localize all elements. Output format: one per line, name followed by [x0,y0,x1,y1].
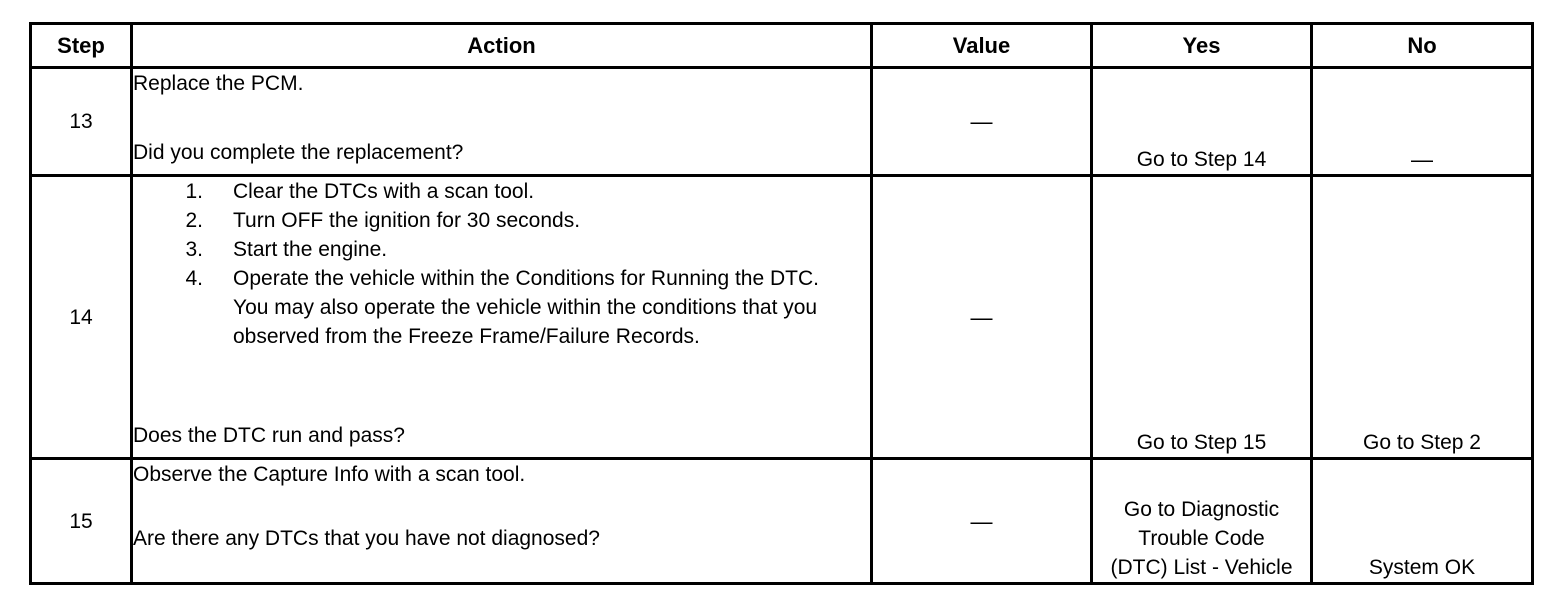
list-item-text: Clear the DTCs with a scan tool. [233,180,535,203]
header-yes: Yes [1092,24,1312,68]
value-cell: — [872,176,1092,459]
list-item-number: 2. [185,209,203,232]
step-number: 15 [31,459,132,584]
list-item-number: 1. [185,180,203,203]
step-number: 14 [31,176,132,459]
list-item [133,206,870,235]
no-cell: Go to Step 2 [1312,176,1533,459]
header-action: Action [132,24,872,68]
action-intro: Replace the PCM. [133,72,304,95]
action-cell [132,68,872,176]
header-no: No [1312,24,1533,68]
header-value: Value [872,24,1092,68]
list-item [133,177,870,206]
yes-cell: Go to Diagnostic Trouble Code (DTC) List - Vehicle [1092,459,1312,584]
action-cell [132,176,872,459]
action-step-list [133,177,870,351]
action-intro: Observe the Capture Info with a scan tool. [133,463,526,486]
value-cell: — [872,68,1092,176]
action-question: Does the DTC run and pass? [133,424,405,447]
action-cell [132,459,872,584]
no-cell: — [1312,68,1533,176]
list-item-number: 4. [185,267,203,290]
diagnostic-table [29,22,1534,585]
list-item-text: Turn OFF the ignition for 30 seconds. [233,209,581,232]
header-step: Step [31,24,132,68]
list-item [133,264,870,351]
no-cell: System OK [1312,459,1533,584]
list-item-text: Operate the vehicle within the Conditions for Running the DTC. You may also operate the vehicle within the conditions that you observed from the Freeze Frame/Failure Records. [233,267,819,348]
yes-cell: Go to Step 15 [1092,176,1312,459]
value-cell: — [872,459,1092,584]
table-row-step-14 [31,176,1533,459]
list-item-number: 3. [185,238,203,261]
yes-cell: Go to Step 14 [1092,68,1312,176]
list-item-text: Start the engine. [233,238,388,261]
table-row-step-13 [31,68,1533,176]
action-question: Did you complete the replacement? [133,141,464,164]
table-row-step-15 [31,459,1533,584]
header-row [31,24,1533,68]
action-question: Are there any DTCs that you have not diagnosed? [133,527,600,550]
step-number: 13 [31,68,132,176]
list-item [133,235,870,264]
